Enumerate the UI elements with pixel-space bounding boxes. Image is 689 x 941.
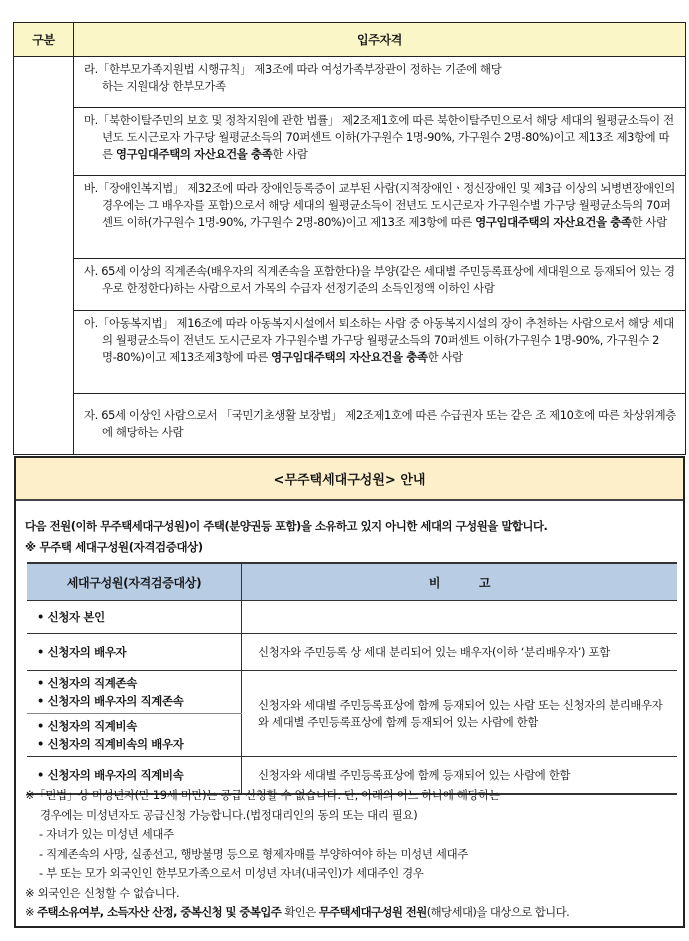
qualification-item-sa xyxy=(74,259,686,311)
qualification-row xyxy=(14,176,686,259)
remark-cell: 신청자와 세대별 주민등록표상에 함께 등재되어 있는 사람 또는 신청자의 분리배우자와 세대별 주민등록표상에 함께 등재되어 있는 사람에 한함 xyxy=(242,671,678,757)
header-member: 세대구성원(자격검증대상) xyxy=(27,563,242,601)
remark-cell: 신청자와 세대별 주민등록표상에 함께 등재되어 있는 사람에 한함 xyxy=(242,757,678,795)
qualification-item-ba xyxy=(74,176,686,259)
qualification-item-a xyxy=(74,311,686,394)
item-text-cont: 하는 지원대상 한부모가족 xyxy=(102,79,226,93)
item-text: 아.「아동복지법」 제16조에 따라 아동복지시설에서 퇴소하는 사람 중 아동복지시설의 장이 추천하는 사람으로서 해당 세대의 월평균소득이 전년도 도시근로자 가구원수별 가구당 월평균소득의 70퍼센트 이하(가구원수 1명-90%, 가구원수 2명-80%)이고 제13조제3항에 따른 xyxy=(84,316,674,364)
minor-case: - 부 또는 모가 외국인인 한부모가족으로서 미성년 자녀(내국인)가 세대주인 경우 xyxy=(39,866,424,880)
item-tail: 한 사람 xyxy=(427,350,463,364)
qualification-item-ma xyxy=(74,108,686,176)
minor-note-cont: 경우에는 미성년자도 공급신청 가능합니다.(법정대리인의 동의 또는 대리 필요) xyxy=(40,807,418,822)
header-remark: 비 고 xyxy=(242,563,678,601)
category-cell xyxy=(14,57,74,455)
item-tail: 한 사람 xyxy=(272,147,308,161)
item-text: 사. 65세 이상의 직계존속(배우자의 직계존속을 포함한다)을 부양(같은 세대별 주민등록표상에 세대원으로 등재되어 있는 경우로 한정한다)하는 사람으로서 가목의 수급자 선정기준의 소득인정액 이하인 사람 xyxy=(84,264,675,295)
header-category: 구분 xyxy=(14,23,74,57)
minor-case: - 직계존속의 사망, 실종선고, 행방불명 등으로 형제자매를 부양하여야 하는 미성년 세대주 xyxy=(39,846,468,861)
check-target: 무주택세대구성원 전원 xyxy=(318,905,427,919)
remark-cell xyxy=(242,601,678,634)
qualification-row xyxy=(14,311,686,394)
note-mark: ※ xyxy=(25,905,38,919)
member-ascendant: • 신청자의 직계존속 xyxy=(37,676,137,690)
qualification-row xyxy=(14,108,686,176)
item-bold-text: 영구임대주택의 자산요건을 충족 xyxy=(271,350,428,364)
household-box-title: <무주택세대구성원> 안내 xyxy=(16,458,683,501)
member-cell xyxy=(27,671,242,714)
qualification-header-row xyxy=(14,23,686,57)
qualification-item-ja xyxy=(74,394,686,455)
check-tail: (해당세대)을 대상으로 합니다. xyxy=(426,905,570,919)
item-bold-text: 영구임대주택의 자산요건을 충족 xyxy=(475,215,632,229)
qualification-row xyxy=(14,57,686,108)
household-members-table xyxy=(27,562,677,795)
qualification-row xyxy=(14,259,686,311)
member-descendant: • 신청자의 직계비속 xyxy=(37,719,137,733)
item-tail: 한 사람 xyxy=(631,215,667,229)
check-note xyxy=(25,903,685,923)
member-row xyxy=(27,634,677,671)
check-items: 주택소유여부, 소득자산 산정, 중복신청 및 중복입주 xyxy=(37,905,282,919)
household-definition: 다음 전원(이하 무주택세대구성원)이 주택(분양권등 포함)을 소유하고 있지 아니한 세대의 구성원을 말합니다. xyxy=(25,519,548,533)
household-subtitle: ※ 무주택 세대구성원(자격검증대상) xyxy=(25,540,203,554)
members-header-row xyxy=(27,563,677,601)
member-descendant-spouse: • 신청자의 직계비속의 배우자 xyxy=(37,737,184,751)
minor-note: ※「민법」상 미성년자(만 19세 미만)는 공급 신청할 수 없습니다. 단, 아래의 어느 하나에 해당하는 xyxy=(25,788,500,802)
member-cell: • 신청자의 배우자의 직계비속 xyxy=(27,757,242,795)
member-row xyxy=(27,601,677,634)
qualification-item-ra xyxy=(74,57,686,108)
household-notes xyxy=(25,786,685,923)
item-text: 라.「한부모가족지원법 시행규칙」 제3조에 따라 여성가족부장관이 정하는 기준에 해당 xyxy=(84,62,502,76)
qualification-row xyxy=(14,394,686,455)
member-row xyxy=(27,671,677,714)
item-text: 자. 65세 이상인 사람으로서 「국민기초생활 보장법」 제2조제1호에 따른 수급권자 또는 같은 조 제10호에 따른 차상위계층에 해당하는 사람 xyxy=(84,408,676,439)
member-cell: • 신청자의 배우자 xyxy=(27,634,242,671)
member-cell: • 신청자 본인 xyxy=(27,601,242,634)
member-cell xyxy=(27,714,242,757)
item-bold-text: 영구임대주택의 자산요건을 충족 xyxy=(115,147,273,161)
item-text: 바.「장애인복지법」 제32조에 따라 장애인등록증이 교부된 사람(지적장애인ㆍ정신장애인 및 제3급 이상의 뇌병변장애인의 경우에는 그 배우자를 포함)으로서 해당 세대의 월평균소득이 전년도 도시근로자 가구원수별 가구당 월평균소득의 70퍼센트 이하(가구원수 1명-90%, 가구원수 2명-80%)이고 제13조 제3항에 따른 xyxy=(84,181,675,229)
foreigner-note: ※ 외국인은 신청할 수 없습니다. xyxy=(25,885,180,900)
minor-case: - 자녀가 있는 미성년 세대주 xyxy=(39,827,174,841)
member-spouse-ascendant: • 신청자의 배우자의 직계존속 xyxy=(37,694,184,708)
header-qualification: 입주자격 xyxy=(74,23,686,57)
item-text: 마.「북한이탈주민의 보호 및 정착지원에 관한 법률」 제2조제1호에 따른 북한이탈주민으로서 해당 세대의 월평균소득이 전년도 도시근로자 가구당 월평균소득의 70퍼센트 이하(가구원수 1명-90%, 가구원수 2명-80%)이고 제13조 제3항에 따른 xyxy=(84,113,674,161)
remark-cell: 신청자와 주민등록 상 세대 분리되어 있는 배우자(이하 ‘분리배우자’) 포함 xyxy=(242,634,678,671)
household-info-box xyxy=(14,456,685,928)
check-mid: 확인은 xyxy=(281,905,319,919)
qualification-table xyxy=(13,22,686,455)
